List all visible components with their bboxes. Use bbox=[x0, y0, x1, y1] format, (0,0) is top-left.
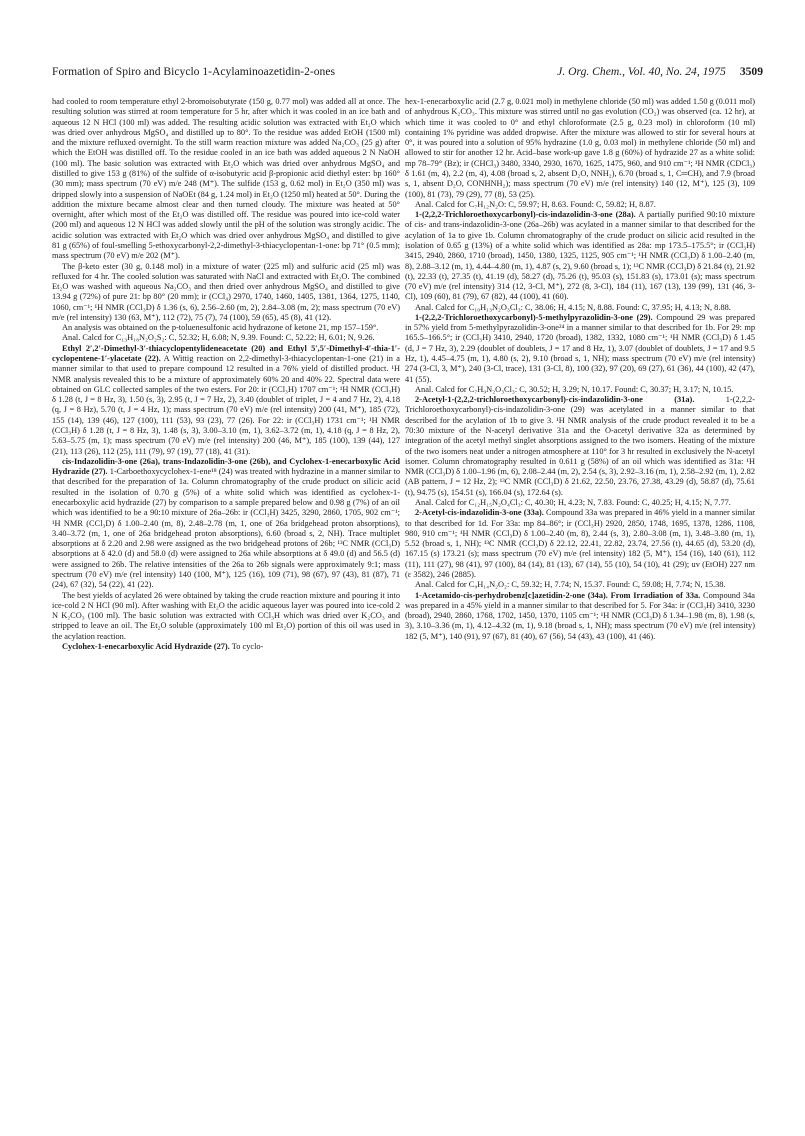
paragraph bbox=[405, 385, 755, 395]
paragraph-text: Compound 34a was prepared in a 45% yield in a manner similar to that described for 5. For 34a: ir (CCl₃H) 3410, 3230 (broad), 2940, 2860, 1768, 1702, 1450, 1370, 1105 cm⁻¹; ¹H NMR (CCl₃D) δ 1.34–1.98 (m, 8), 1.98 (s, 3), 3.10–3.36 (m, 1), 4.12–4.32 (m, 1), 9.18 (broad s, 1, NH); mass spectrum (70 eV) m/e (rel intensity) 182 (5, M⁺), 140 (91), 97 (67), 81 (40), 67 (56), 54 (43), 43 (100), 41 (46). bbox=[405, 590, 755, 641]
section-heading: Ethyl 2′,2′-Dimethyl-3′-thiacyclopentylideneacetate (20) and Ethyl 5′,5′-Dimethyl-4′-thia-1′-cyclopentene-1′-ylacetate (22). bbox=[52, 343, 400, 364]
paragraph-text: Anal. Calcd for C₇H₁₂N₂O: C, 59.97; H, 8.63. Found: C, 59.82; H, 8.87. bbox=[415, 199, 656, 209]
section-heading: cis-Indazolidin-3-one (26a), trans-Indazolidin-3-one (26b), and Cyclohex-1-enecarboxylic Acid Hydrazide (27). bbox=[52, 456, 400, 477]
section-heading: Cyclohex-1-enecarboxylic Acid Hydrazide (27). bbox=[62, 641, 230, 651]
paragraph-text: A partially purified 90:10 mixture of cis- and trans-indazolidin-3-one (26a–26b) was acylated in a manner similar to that described for the acylation of 1a to give 1b. Column chromatography of the crude product on silicic acid resulted in the isolation of 0.65 g (13%) of a white solid which was identified as 28a: mp 173.5–175.5°; ir (CCl₃H) 3415, 2940, 2860, 1710 (broad), 1450, 1380, 1325, 1125, 905 cm⁻¹; ¹H NMR (CCl₃D) δ 1.00–2.40 (m, 8), 2.88–3.12 (m, 1), 4.44–4.80 (m, 1), 4.87 (s, 2), 9.60 (broad s, 1); ¹³C NMR (CCl₃D) δ 21.84 (t), 21.92 (t), 22.33 (t), 27.35 (t), 41.19 (d), 58.27 (d), 75.26 (t), 95.03 (s), 151.83 (s), 173.01 (s); mass spectrum (70 eV) m/e (rel intensity) 314 (12, 3-Cl, M⁺), 272 (8, 3-Cl), 184 (11), 167 (13), 139 (99), 131 (46, 3-Cl), 109 (60), 81 (79), 67 (82), 44 (100), 41 (60). bbox=[405, 210, 755, 302]
paragraph-text: 1-(2,2,2-Trichloroethoxycarbonyl)-cis-indazolidin-3-one (29) was acetylated in a manner similar to that described for the acylation of 1b to give 3. ¹H NMR analysis of the crude product revealed it to be a 70:30 mixture of the N-acetyl derivative 31a and the O-acetyl derivative 32a as determined by integration of the acetyl methyl singlet absorptions assigned to the two isomers. Heating of the mixture of the two isomers neat under a nitrogen atmosphere at 110° for 3 hr resulted in exclusively the N-acetyl isomer. Column chromatography resulted in 0.611 g (58%) of an oil which was identified as 31a: ¹H NMR (CCl₃D) δ 1.00–1.96 (m, 6), 2.08–2.44 (m, 2), 2.54 (s, 3), 2.92–3.16 (m, 1), 2.58–2.92 (m, 1), 2.82 (AB pattern, J = 12 Hz, 2); ¹³C NMR (CCl₃D) δ 21.62, 22.50, 23.76, 27.38, 43.29 (d), 58.87 (d), 75.61 (t), 94.75 (s), 154.51 (s), 166.04 (s), 172.64 (s). bbox=[405, 395, 755, 497]
paragraph bbox=[405, 200, 755, 210]
paragraph-text: The best yields of acylated 26 were obtained by taking the crude reaction mixture and pouring it into ice-cold 2 N HCl (90 ml). After washing with Et₂O the acidic aqueous layer was poured into ice-cold 2 N K₂CO₃ (100 ml). The basic solution was extracted with CCl₃H which was dried over K₂CO₃ and stripped to leave an oil. The Et₂O soluble (approximately 100 ml Et₂O) portion of this oil was used in the acylation reaction. bbox=[52, 590, 400, 641]
paragraph bbox=[405, 498, 755, 508]
paragraph bbox=[405, 210, 755, 303]
paragraph-text: To cyclo- bbox=[229, 641, 264, 651]
paragraph bbox=[52, 262, 400, 324]
running-header bbox=[52, 64, 763, 80]
paragraph bbox=[52, 323, 400, 333]
journal-name: J. Org. Chem., Vol. 40, No. 24, 1975 bbox=[557, 65, 726, 78]
section-heading: 1-Acetamido-cis-perhydrobenz[c]azetidin-2-one (34a). From Irradiation of 33a. bbox=[415, 590, 701, 600]
paragraph-text: Anal. Calcd for C₇H₉N₂O₃Cl₃: C, 30.52; H, 3.29; N, 10.17. Found: C, 30.37; H, 3.17; N, 10.15. bbox=[415, 384, 734, 394]
paragraph bbox=[405, 97, 755, 200]
paragraph-text: Anal. Calcd for C₁₀H₁₃N₂O₃Cl₃: C, 38.06; H, 4.15; N, 8.88. Found: C, 37.95; H, 4.13; N, 8.88. bbox=[415, 302, 731, 312]
paragraph-text: Compound 29 was prepared in 57% yield from 5-methylpyrazolidin-3-one²⁴ in a manner similar to that described for 1b. For 29: mp 165.5–166.5°; ir (CCl₃H) 3410, 2940, 1720 (broad), 1382, 1332, 1080 cm⁻¹; ¹H NMR (CCl₃D) δ 1.45 (d, J = 7 Hz, 3), 2.29 (doublet of doublets, J = 17 and 8 Hz, 1), 3.07 (doublet of doublets, J = 17 and 9.5 Hz, 1), 4.45–4.75 (m, 1), 4.80 (s, 2), 9.10 (broad s, 1, NH); mass spectrum (70 eV) m/e (rel intensity) 274 (3-Cl, 3, M⁺), 240 (3-Cl, trace), 131 (3-Cl, 8), 100 (32), 97 (20), 69 (27), 61 (36), 44 (100), 42 (47), 41 (55). bbox=[405, 312, 755, 384]
paragraph bbox=[405, 580, 755, 590]
paragraph bbox=[52, 642, 400, 652]
paragraph-text: The β-keto ester (30 g, 0.148 mol) in a mixture of water (225 ml) and sulfuric acid (25 ml) was refluxed for 4 hr. The cooled solution was saturated with NaCl and extracted with Et₂O. The combined Et₂O was washed with aqueous Na₂CO₃ and then dried over anhydrous MgSO₄ and distilled to give 13.94 g (72%) of pure 21: bp 80° (20 mm); ir (CCl₄) 2970, 1740, 1460, 1405, 1381, 1364, 1275, 1140, 1060, cm⁻¹; ¹H NMR (CCl₃D) δ 1.36 (s, 6), 2.56–2.60 (m, 2), 2.84–3.08 (m, 2); mass spectrum (70 eV) m/e (rel intensity) 130 (63, M⁺), 112 (72), 75 (7), 74 (100), 59 (65), 45 (8), 41 (12). bbox=[52, 261, 400, 322]
journal-citation bbox=[557, 64, 763, 80]
paragraph bbox=[52, 457, 400, 591]
paragraph bbox=[405, 313, 755, 385]
paragraph-text: had cooled to room temperature ethyl 2-bromoisobutyrate (150 g, 0.77 mol) was added all at once. The resulting solution was stirred at room temperature for 5 hr, after which it was cooled in an ice bath and aqueous 12 N HCl (100 ml) was added. The resulting acidic solution was extracted with Et₂O which was dried over anhydrous MgSO₄ and distilled up to 80°. To the residue was added EtOH (1500 ml) and the mixture refluxed overnight. To the still warm reaction mixture was added Na₂CO₃ (25 g) after which the EtOH was distilled off. To the residue cooled in an ice bath was added aqueous 2 N NaOH (100 ml). The basic solution was extracted with Et₂O which was dried over anhydrous MgSO₄ and distilled to give 153 g (81%) of the sulfide of α-isobutyric acid β-propionic acid diethyl ester: bp 160° (30 mm); mass spectrum (70 eV) m/e 248 (M⁺). The sulfide (153 g, 0.62 mol) in Et₂O (350 ml) was dripped slowly into a suspension of NaOEt (84 g, 1.24 mol) in Et₂O (1250 ml) heated at 50°. During the addition the mixture became almost clear and then turned cloudy. The mixture was heated at 50° overnight, after which most of the Et₂O was distilled off. The residue was poured into ice-cold water (200 ml) and aqueous 12 N HCl was added slowly until the pH of the solution was strongly acidic. The acidic solution was extracted with Et₂O which was dried over anhydrous MgSO₄ and distilled to give 81 g (65%) of foul-smelling 5-ethoxycarbonyl-2,2-dimethyl-3-thiacyclopentan-1-one: bp 71° (0.5 mm); mass spectrum (70 eV) m/e 202 (M⁺). bbox=[52, 97, 400, 261]
section-heading: 1-(2,2,2-Trichloroethoxycarbonyl)-5-methylpyrazolidin-3-one (29). bbox=[415, 312, 653, 322]
paragraph-text: A Wittig reaction on 2,2-dimethyl-3-thiacyclopentan-1-one (21) in a manner similar to that used to prepare compound 12 resulted in a 76% yield of distilled product. ¹H NMR analysis revealed this to be a mixture of approximately 60% 20 and 40% 22. Spectral data were obtained on GLC collected samples of the two esters. For 20: ir (CCl₃H) 1707 cm⁻¹; ¹H NMR (CCl₃H) δ 1.28 (t, J = 8 Hz, 3), 1.50 (s, 3), 2.95 (t, J = 7 Hz, 2), 3.40 (doublet of triplet, J = 4 and 7 Hz, 2), 4.18 (q, J = 8 Hz), 5.70 (t, J = 4 Hz, 1); mass spectrum (70 eV) m/e (rel intensity) 200 (41, M⁺), 185 (72), 155 (14), 139 (46), 127 (100), 111 (53), 93 (23), 77 (26). For 22: ir (CCl₃H) 1731 cm⁻¹; ¹H NMR (CCl₃H) δ 1.28 (t, J = 8 Hz, 3), 1.48 (s, 3), 3.00–3.10 (m, 1), 3.62–3.72 (m, 1), 4.18 (q, J = 8 Hz, 2), 5.63–5.75 (m, 1); mass spectrum (70 eV) m/e (rel intensity) 200 (46, M⁺), 185 (100), 139 (44), 127 (21), 113 (26), 112 (25), 111 (79), 97 (19), 77 (18), 41 (31). bbox=[52, 354, 400, 456]
left-column bbox=[52, 97, 400, 1107]
paragraph bbox=[52, 591, 400, 642]
paragraph-text: An analysis was obtained on the p-toluenesulfonic acid hydrazone of ketone 21, mp 157–159°. bbox=[62, 323, 379, 333]
paragraph bbox=[52, 344, 400, 457]
paragraph-text: Anal. Calcd for C₁₃H₁₈N₂O₂S₂: C, 52.32; H, 6.08; N, 9.39. Found: C, 52.22; H, 6.01; N, 9.26. bbox=[62, 333, 375, 343]
page-number: 3509 bbox=[739, 65, 763, 78]
paragraph bbox=[405, 508, 755, 580]
paragraph bbox=[405, 591, 755, 642]
paragraph-text: Anal. Calcd for C₉H₁₄N₂O₂: C, 59.32; H, 7.74; N, 15.37. Found: C, 59.08; H, 7.74; N, 15.38. bbox=[415, 580, 726, 590]
paragraph bbox=[405, 395, 755, 498]
right-column bbox=[405, 97, 755, 1107]
paragraph-text: hex-1-enecarboxylic acid (2.7 g, 0.021 mol) in methylene chloride (50 ml) was added 1.50 g (0.011 mol) of anhydrous K₂CO₃. This mixture was stirred until no gas evolution (CO₂) was observed (ca. 12 hr), at which time it was cooled to 0° and ethyl chloroformate (2.5 g, 0.23 mol) in chloroform (10 ml) containing 1% pyridine was added dropwise. After the mixture was allowed to stir for several hours at 0°, it was poured into a solution of 95% hydrazine (1.0 g, 0.03 mol) in methylene chloride (50 ml) and allowed to stir for another 12 hr. Acid–base work-up gave 1.8 g (60%) of hydrazide 27 as a white solid: mp 78–79° (Bz); ir (CHCl₃) 3480, 3340, 2930, 1670, 1625, 1475, 960, and 910 cm⁻¹; ¹H NMR (CDCl₃) δ 1.61 (m, 4), 2.2 (m, 4), 4.08 (broad s, 2, absent D₂O, NNH₂), 6.70 (broad s, 1, C═CH), and 7.9 (broad s, 1, absent D₂O, CONHNH₂); mass spectrum (70 eV) m/e (rel intensity) 140 (12, M⁺), 125 (3), 109 (100), 81 (73), 79 (29), 77 (8), 53 (25). bbox=[405, 97, 755, 199]
paragraph bbox=[405, 303, 755, 313]
paragraph-text: 1-Carboethoxycyclohex-1-ene¹⁸ (24) was treated with hydrazine in a manner similar to that described for the preparation of 1a. Column chromatography of the crude product on silicic acid resulted in the isolation of 0.70 g (5%) of a white solid which was identified as cyclohex-1-enecarboxylic acid hydrazide (27) by comparison to a sample prepared below and 0.98 g (7%) of an oil which was identified to be a 90:10 mixture of 26a–26b: ir (CCl₃H) 3425, 3290, 2860, 1705, 902 cm⁻¹; ¹H NMR (CCl₃D) δ 1.00–2.40 (m, 8), 2.48–2.78 (m, 1, one of 26a bridgehead proton absorptions), 3.40–3.72 (m, 1, one of 26a bridgehead proton absorptions), 6.60 (broad s, 2, NH). Trace multiplet absorptions at δ 2.20 and 2.98 were assigned as the two bridgehead protons of 26b; ¹³C NMR (CCl₃D) absorptions at δ 42.0 (d) and 58.0 (d) were assigned to 26a while absorptions at δ 49.0 (d) and 56.5 (d) were assigned to 26b. The relative intensities of the 26a to 26b signals were approximately 9:1; mass spectrum (70 eV) m/e (rel intensity) 140 (100, M⁺), 125 (16), 109 (71), 98 (67), 97 (43), 81 (87), 71 (24), 67 (32), 54 (22), 41 (22). bbox=[52, 467, 400, 590]
running-title: Formation of Spiro and Bicyclo 1-Acylaminoazetidin-2-ones bbox=[52, 65, 336, 78]
section-heading: 2-Acetyl-cis-indazolidin-3-one (33a). bbox=[415, 508, 544, 518]
section-heading: 1-(2,2,2-Trichloroethoxycarbonyl)-cis-indazolidin-3-one (28a). bbox=[415, 210, 636, 220]
paragraph-text: Anal. Calcd for C₁₂H₁₅N₂O₄Cl₃: C, 40.30; H, 4.23; N, 7.83. Found: C, 40.25; H, 4.15; N, 7.77. bbox=[415, 497, 731, 507]
section-heading: 2-Acetyl-1-(2,2,2-trichloroethoxycarbonyl)-cis-indazolidin-3-one (31a). bbox=[415, 395, 695, 405]
paragraph-text: Compound 33a was prepared in 46% yield in a manner similar to that described for 1d. For 33a: mp 84–86°; ir (CCl₃H) 2920, 2850, 1748, 1695, 1378, 1286, 1108, 980, 910 cm⁻¹; ¹H NMR (CCl₃D) δ 1.00–2.40 (m, 8), 2.44 (s, 3), 2.80–3.08 (m, 1), 3.48–3.80 (m, 1), 5.52 (broad s, 1, NH); ¹³C NMR (CCl₃D) δ 22.12, 22.41, 22.82, 23.74, 27.56 (t), 44.65 (d), 53.20 (d), 167.15 (s) 173.21 (s); mass spectrum (70 eV) m/e (rel intensity) 182 (5, M⁺), 154 (16), 140 (61), 112 (11), 111 (27), 98 (41), 97 (100), 84 (14), 81 (13), 67 (14), 55 (10), 54 (10), 41 (29); uv (EtOH) 227 nm (ε 3582), 246 (2885). bbox=[405, 508, 755, 579]
paragraph bbox=[52, 333, 400, 343]
paragraph bbox=[52, 97, 400, 262]
